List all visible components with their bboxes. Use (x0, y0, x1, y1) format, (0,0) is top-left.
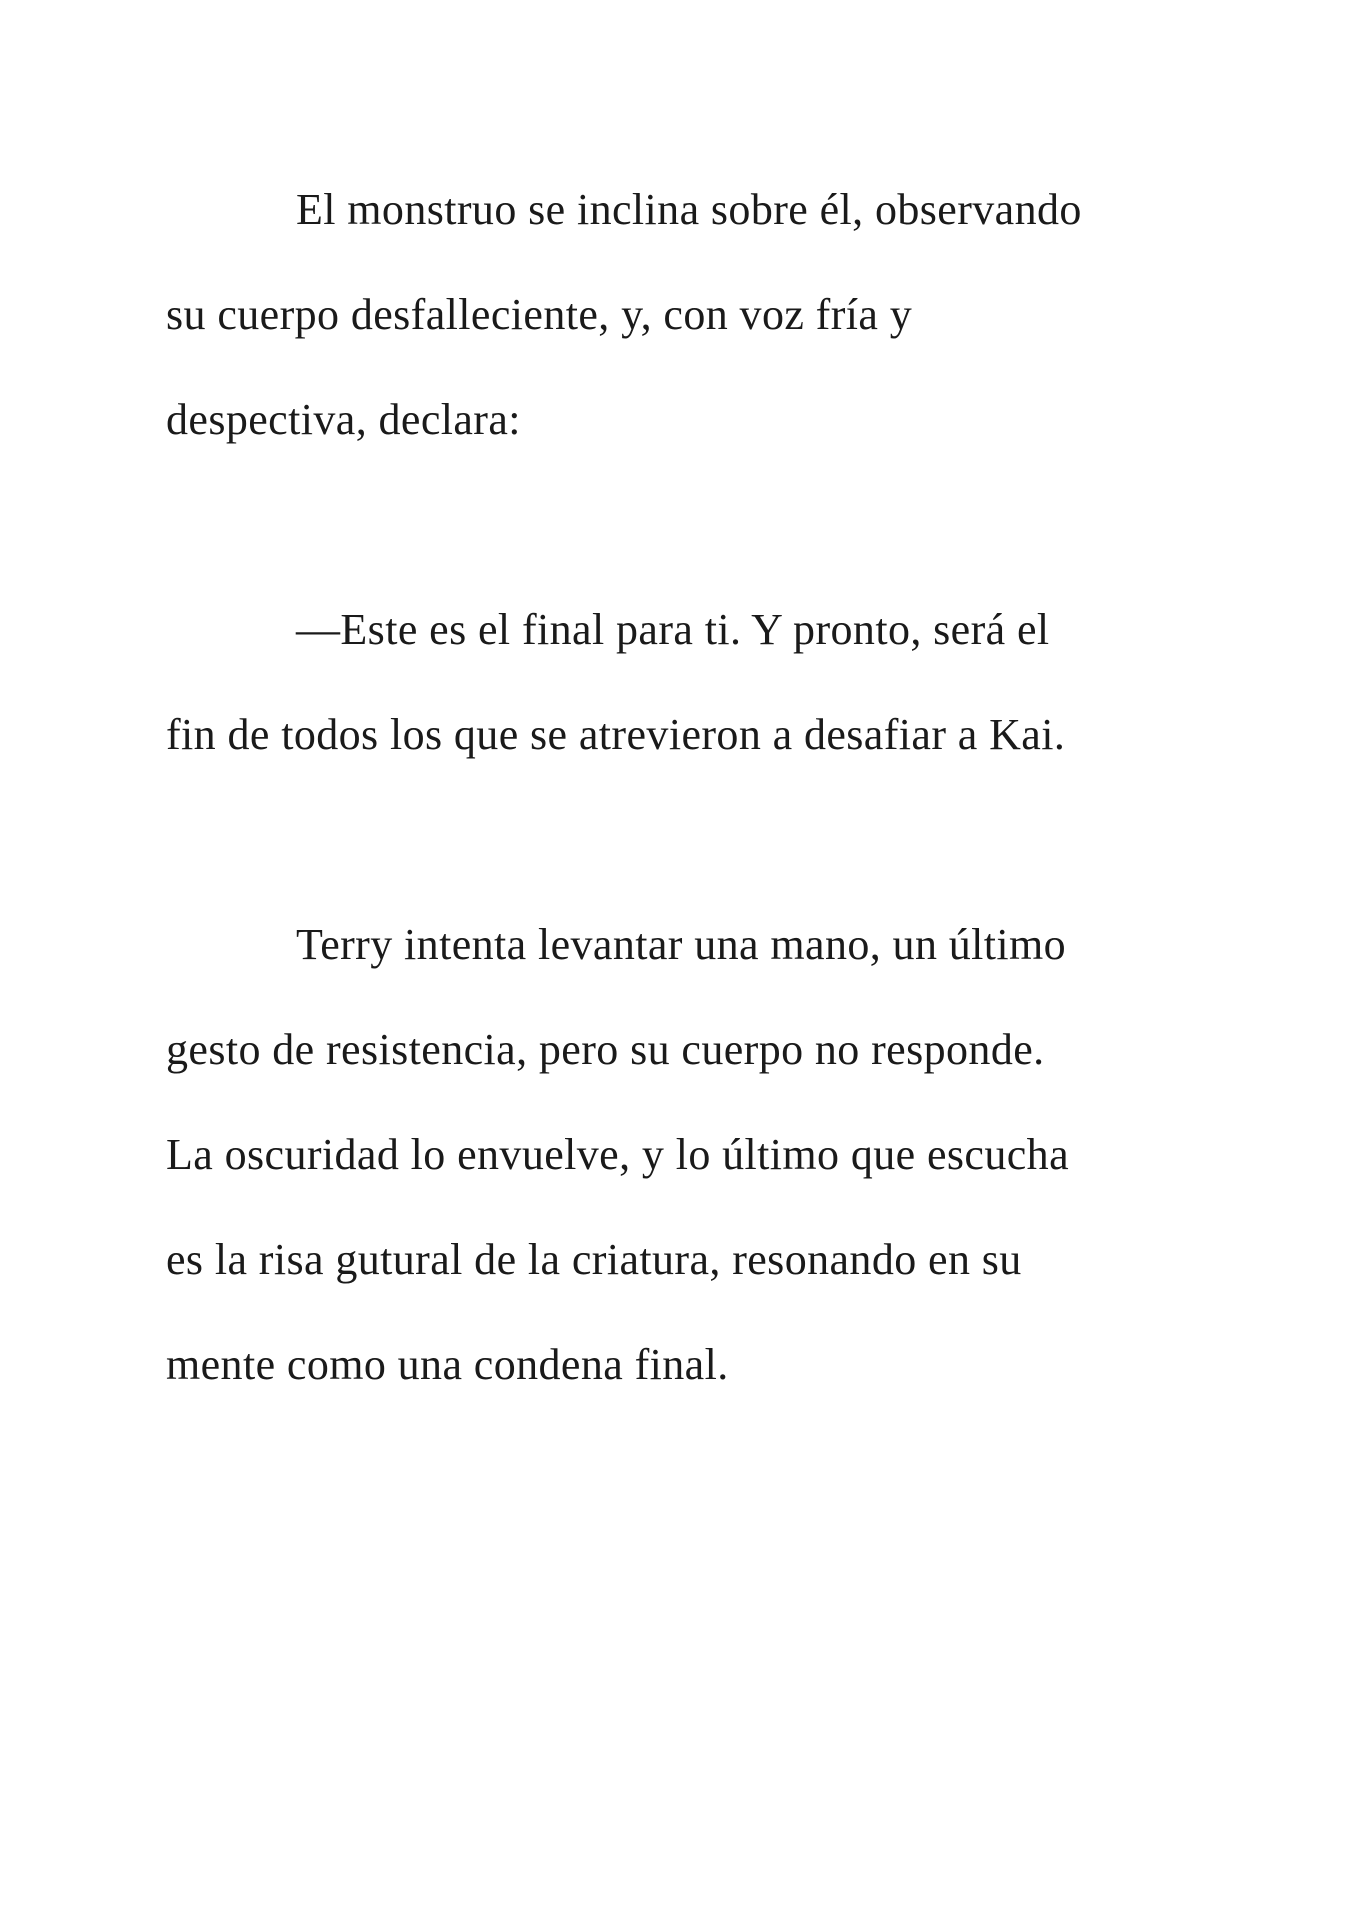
paragraph-line: La oscuridad lo envuelve, y lo último que escucha (166, 1130, 1069, 1179)
paragraph-line: gesto de resistencia, pero su cuerpo no responde. (166, 1025, 1045, 1074)
paragraph-3 (166, 892, 1206, 1417)
paragraph-line: es la risa gutural de la criatura, resonando en su (166, 1235, 1022, 1284)
paragraph-line: despectiva, declara: (166, 395, 521, 444)
paragraph-line: El monstruo se inclina sobre él, observando (296, 185, 1082, 234)
body-text (166, 157, 1206, 1417)
paragraph-line: fin de todos los que se atrevieron a desafiar a Kai. (166, 710, 1066, 759)
paragraph-line: Terry intenta levantar una mano, un último (296, 920, 1067, 969)
paragraph-line: su cuerpo desfalleciente, y, con voz fría y (166, 290, 913, 339)
paragraph-2 (166, 577, 1206, 787)
paragraph-1 (166, 157, 1206, 472)
paragraph-line: —Este es el final para ti. Y pronto, será el (296, 605, 1050, 654)
paragraph-line: mente como una condena final. (166, 1340, 729, 1389)
